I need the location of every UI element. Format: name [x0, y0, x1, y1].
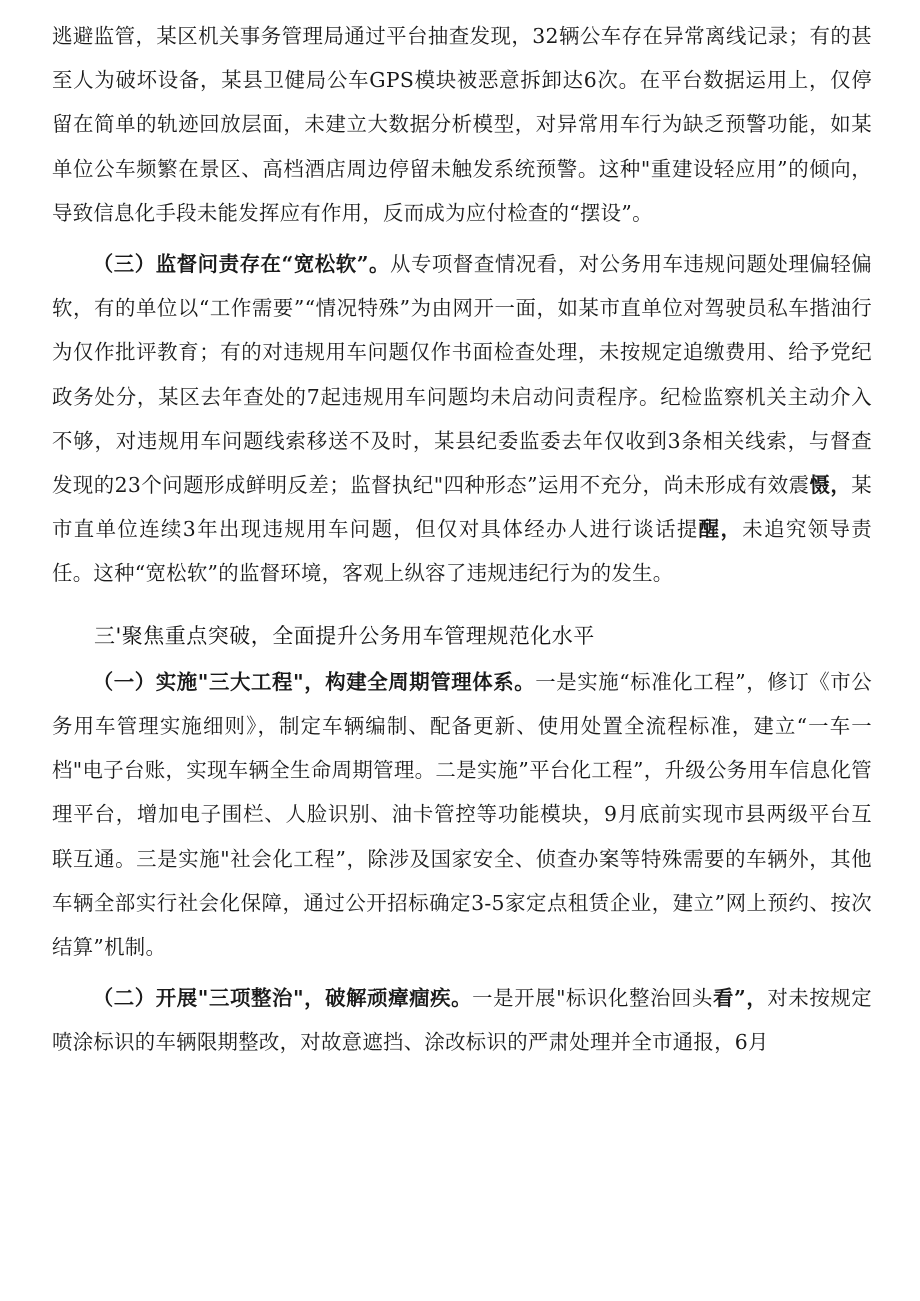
paragraph-text: 对未按规定喷涂标识的车辆限期整改，对故意遮挡、涂改标识的严肃处理并全市通报，6月	[52, 986, 873, 1055]
emphasis-text: ，	[830, 473, 852, 498]
paragraph-text: 未追究领导责任。这种“宽松软”的监督环境，客观上纵容了违规违纪行为的发生。	[52, 517, 872, 586]
section-title-three-rectifications: （二）开展"三项整治"，破解顽瘴痼疾。	[92, 986, 473, 1011]
section-heading-three: 三'聚焦重点突破，全面提升公务用车管理规范化水平	[94, 623, 595, 648]
document-page	[52, 14, 872, 1065]
section-title-supervision: （三）监督问责存在“宽松软”。	[92, 252, 390, 277]
paragraph-platform-issues: 逃避监管，某区机关事务管理局通过平台抽查发现，32辆公车存在异常离线记录；有的甚至人为破坏设备，某县卫健局公车GPS模块被恶意拆卸达6次。在平台数据运用上，仅停留在简单的轨迹回放层面，未建立大数据分析模型，对异常用车行为缺乏预警功能，如某单位公车频繁在景区、高档酒店周边停留未触发系统预警。这种"重建设轻应用”的倾向，导致信息化手段未能发挥应有作用，反而成为应付检查的“摆设”。	[52, 24, 872, 225]
paragraph-text: 某市直单位连续3年出现违规用车问题，但仅对具体经办人进行谈话提	[52, 473, 872, 542]
emphasis-text: 慑	[809, 473, 831, 498]
emphasis-text: 醒	[698, 517, 721, 542]
emphasis-text: 看”，	[713, 986, 768, 1011]
paragraph-three-rectifications	[52, 976, 872, 1064]
paragraph-text: 一是开展"标识化整治回头	[472, 986, 714, 1011]
paragraph-three-projects	[52, 660, 872, 969]
paragraph-text: 从专项督查情况看，对公务用车违规问题处理偏轻偏软，有的单位以“工作需要”“情况特殊”为由网开一面，如某市直单位对驾驶员私车揩油行为仅作批评教育；有的对违规用车问题仅作书面检查处理，未按规定追缴费用、给予党纪政务处分，某区去年查处的7起违规用车问题均未启动问责程序。纪检监察机关主动介入不够，对违规用车问题线索移送不及时，某县纪委监委去年仅收到3条相关线索，与督查发现的23个问题形成鲜明反差；监督执纪"四种形态”运用不充分，尚未形成有效震	[52, 252, 872, 498]
emphasis-text: ，	[720, 517, 743, 542]
paragraph-text: 一是实施“标准化工程”，修订《市公务用车管理实施细则》，制定车辆编制、配备更新、使用处置全流程标准，建立“一车一档"电子台账，实现车辆全生命周期管理。二是实施”平台化工程”，升级公务用车信息化管理平台，增加电子围栏、人脸识别、油卡管控等功能模块，9月底前实现市县两级平台互联互通。三是实施"社会化工程”，除涉及国家安全、侦查办案等特殊需要的车辆外，其他车辆全部实行社会化保障，通过公开招标确定3-5家定点租赁企业，建立”网上预约、按次结算”机制。	[52, 669, 872, 960]
section-title-three-projects: （一）实施"三大工程"，构建全周期管理体系。	[92, 669, 536, 694]
paragraph-supervision-accountability	[52, 242, 872, 596]
